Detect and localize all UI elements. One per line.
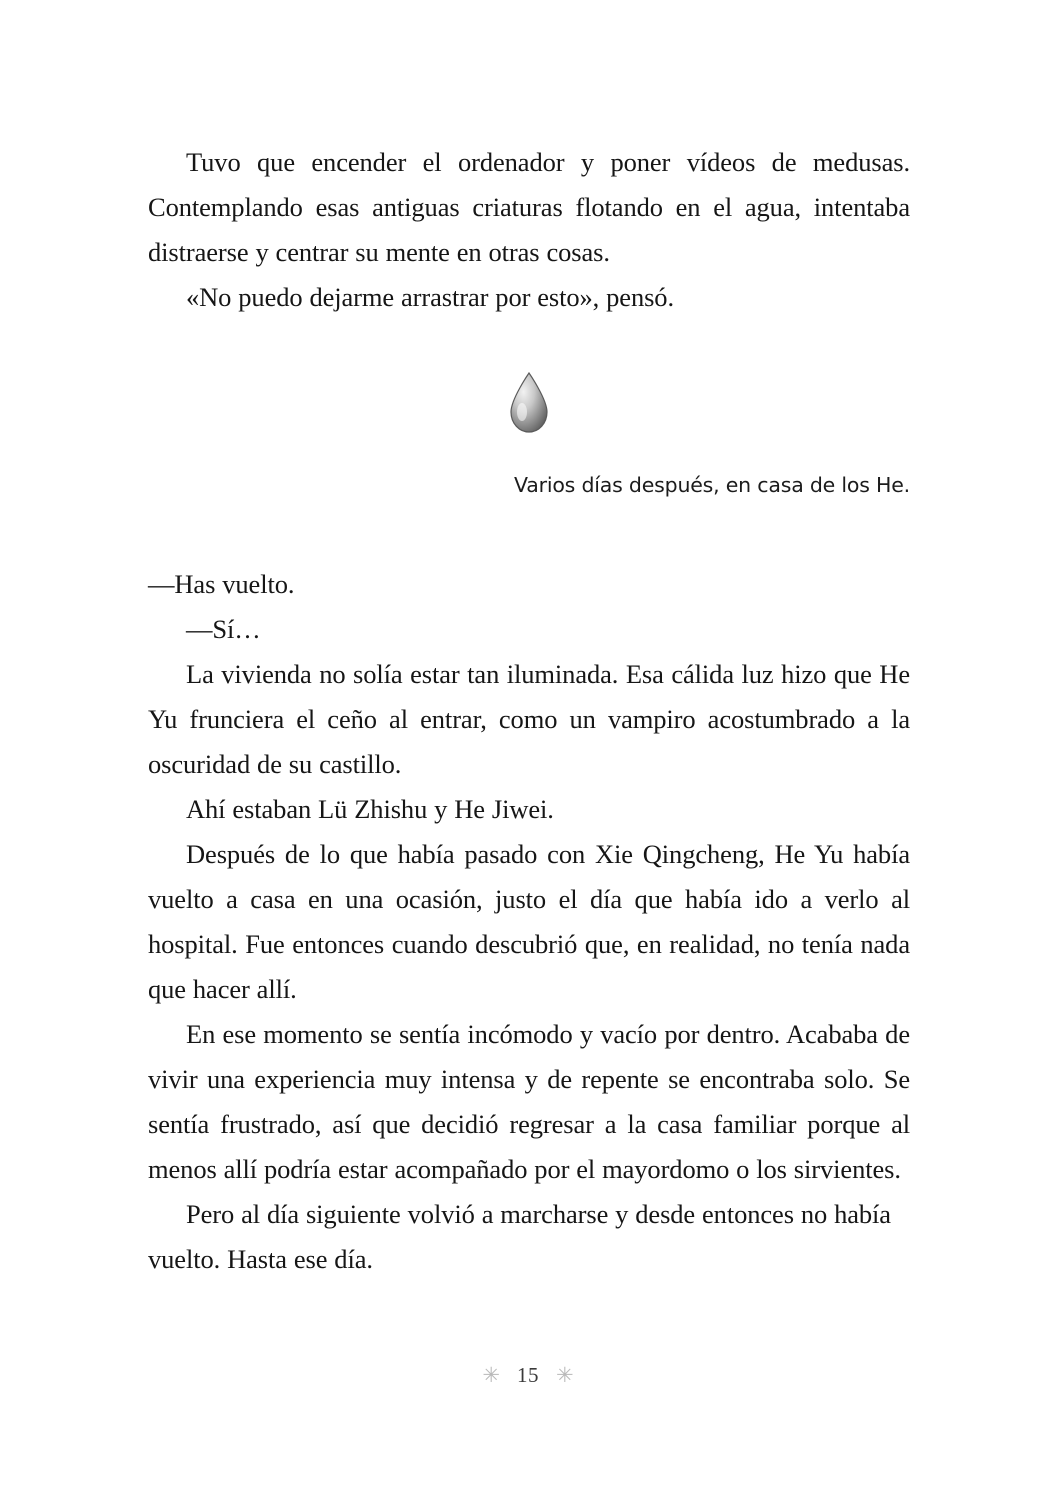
paragraph: La vivienda no solía estar tan iluminada. Esa cálida luz hizo que He Yu frunciera el ceño al entrar, como un vampiro acostumbrado a la oscuridad de su castillo.: [148, 659, 910, 779]
scene-divider: [148, 320, 910, 470]
paragraph: En ese momento se sentía incómodo y vacío por dentro. Acababa de vivir una experiencia muy intensa y de repente se encontraba solo. Se sentía frustrado, así que decidió regresar a la casa familiar porque al menos allí podría estar acompañado por el mayordomo o los sirvientes.: [148, 1019, 910, 1184]
flower-ornament-left-icon: ✳: [482, 1363, 500, 1387]
paragraph: Tuvo que encender el ordenador y poner vídeos de medusas. Contemplando esas antiguas criaturas flotando en el agua, intentaba distraerse y centrar su mente en otras cosas.: [148, 147, 910, 267]
paragraph: «No puedo dejarme arrastrar por esto», pensó.: [186, 282, 674, 312]
flower-ornament-right-icon: ✳: [556, 1363, 574, 1387]
dialogue-line: —Has vuelto.: [148, 569, 295, 599]
page-footer: [0, 1363, 1056, 1388]
paragraph: Pero al día siguiente volvió a marcharse y desde entonces no había vuelto. Hasta ese día.: [148, 1199, 891, 1274]
paragraph: Después de lo que había pasado con Xie Qingcheng, He Yu había vuelto a casa en una ocasión, justo el día que había ido a verlo al hospital. Fue entonces cuando descubrió que, en realidad, no tenía nada que hacer allí.: [148, 839, 910, 1004]
dialogue-block: [148, 562, 910, 652]
scene-note: Varios días después, en casa de los He.: [514, 473, 910, 497]
page-number: 15: [517, 1363, 539, 1387]
paragraph: Ahí estaban Lü Zhishu y He Jiwei.: [186, 794, 554, 824]
droplet-icon: [506, 372, 552, 434]
page-text-column: [148, 140, 910, 1282]
dialogue-line: —Sí…: [186, 614, 261, 644]
